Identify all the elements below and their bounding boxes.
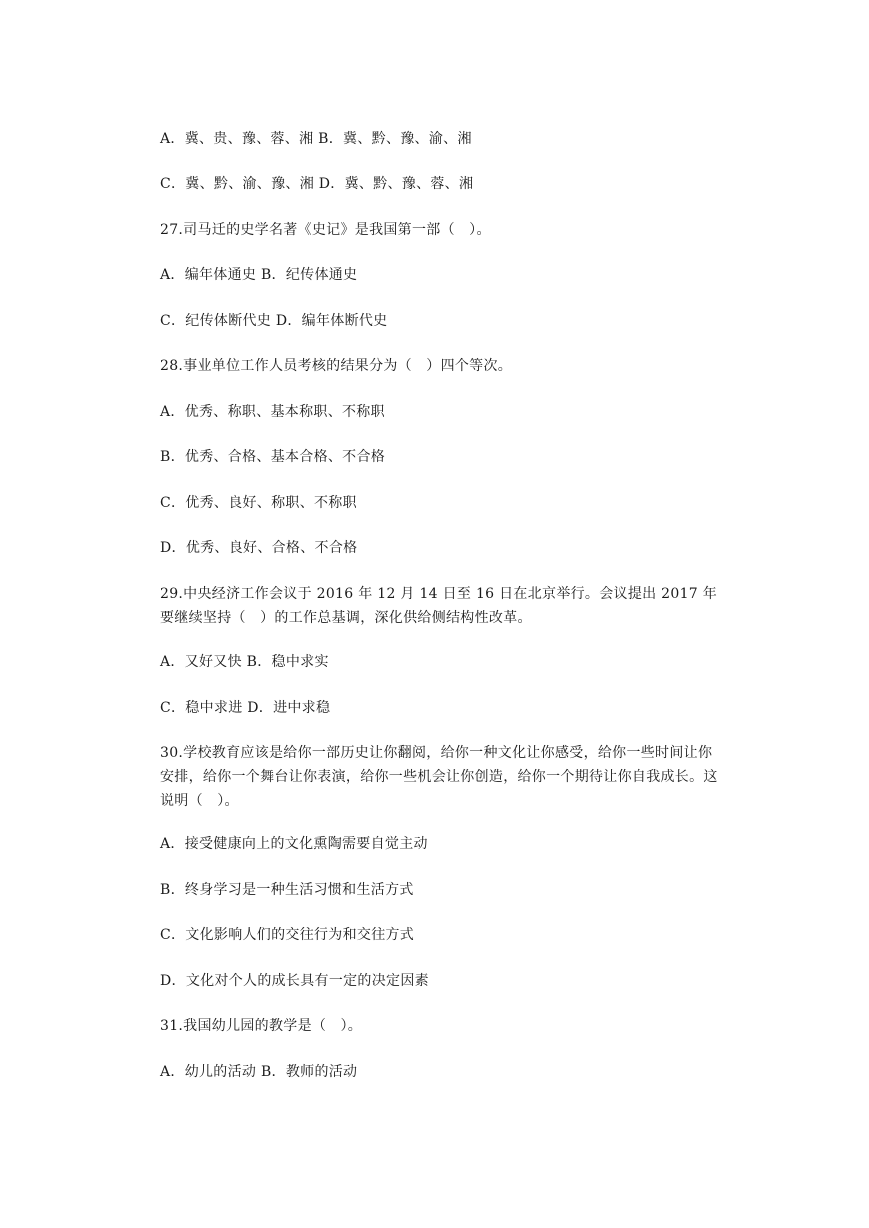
q30-option-a: A．接受健康向上的文化熏陶需要自觉主动 <box>160 836 428 852</box>
q28-option-d: D．优秀、良好、合格、不合格 <box>160 540 358 556</box>
q27-options-cd: C．纪传体断代史 D．编年体断代史 <box>160 313 388 329</box>
q30-option-c: C．文化影响人们的交往行为和交往方式 <box>160 927 415 943</box>
q27-options-ab: A．编年体通史 B．纪传体通史 <box>160 267 358 283</box>
q29-options-ab: A．又好又快 B．稳中求实 <box>160 654 329 670</box>
question-30: 30.学校教育应该是给你一部历史让你翻阅，给你一种文化让你感受，给你一些时间让你安排，给你一个舞台让你表演，给你一些机会让你创造，给你一个期待让你自我成长。这说明（ ）。 <box>160 745 718 809</box>
q30-option-d: D．文化对个人的成长具有一定的决定因素 <box>160 973 429 989</box>
q31-options-ab: A．幼儿的活动 B．教师的活动 <box>160 1064 358 1080</box>
q28-option-a: A．优秀、称职、基本称职、不称职 <box>160 404 385 420</box>
question-28: 28.事业单位工作人员考核的结果分为（ ）四个等次。 <box>160 358 513 374</box>
question-31: 31.我国幼儿园的教学是（ ）。 <box>160 1018 363 1034</box>
q28-option-c: C．优秀、良好、称职、不称职 <box>160 495 357 511</box>
q29-options-cd: C．稳中求进 D．进中求稳 <box>160 700 331 716</box>
question-29: 29.中央经济工作会议于 2016 年 12 月 14 日至 16 日在北京举行。会议提出 2017 年要继续坚持（ ）的工作总基调，深化供给侧结构性改革。 <box>160 586 718 626</box>
q26-options-ab: A．冀、贵、豫、蓉、湘 B．冀、黔、豫、渝、湘 <box>160 131 472 147</box>
q26-options-cd: C．冀、黔、渝、豫、湘 D．冀、黔、豫、蓉、湘 <box>160 176 474 192</box>
q28-option-b: B．优秀、合格、基本合格、不合格 <box>160 449 386 465</box>
q30-option-b: B．终身学习是一种生活习惯和生活方式 <box>160 882 414 898</box>
question-27: 27.司马迁的史学名著《史记》是我国第一部（ ）。 <box>160 222 491 238</box>
